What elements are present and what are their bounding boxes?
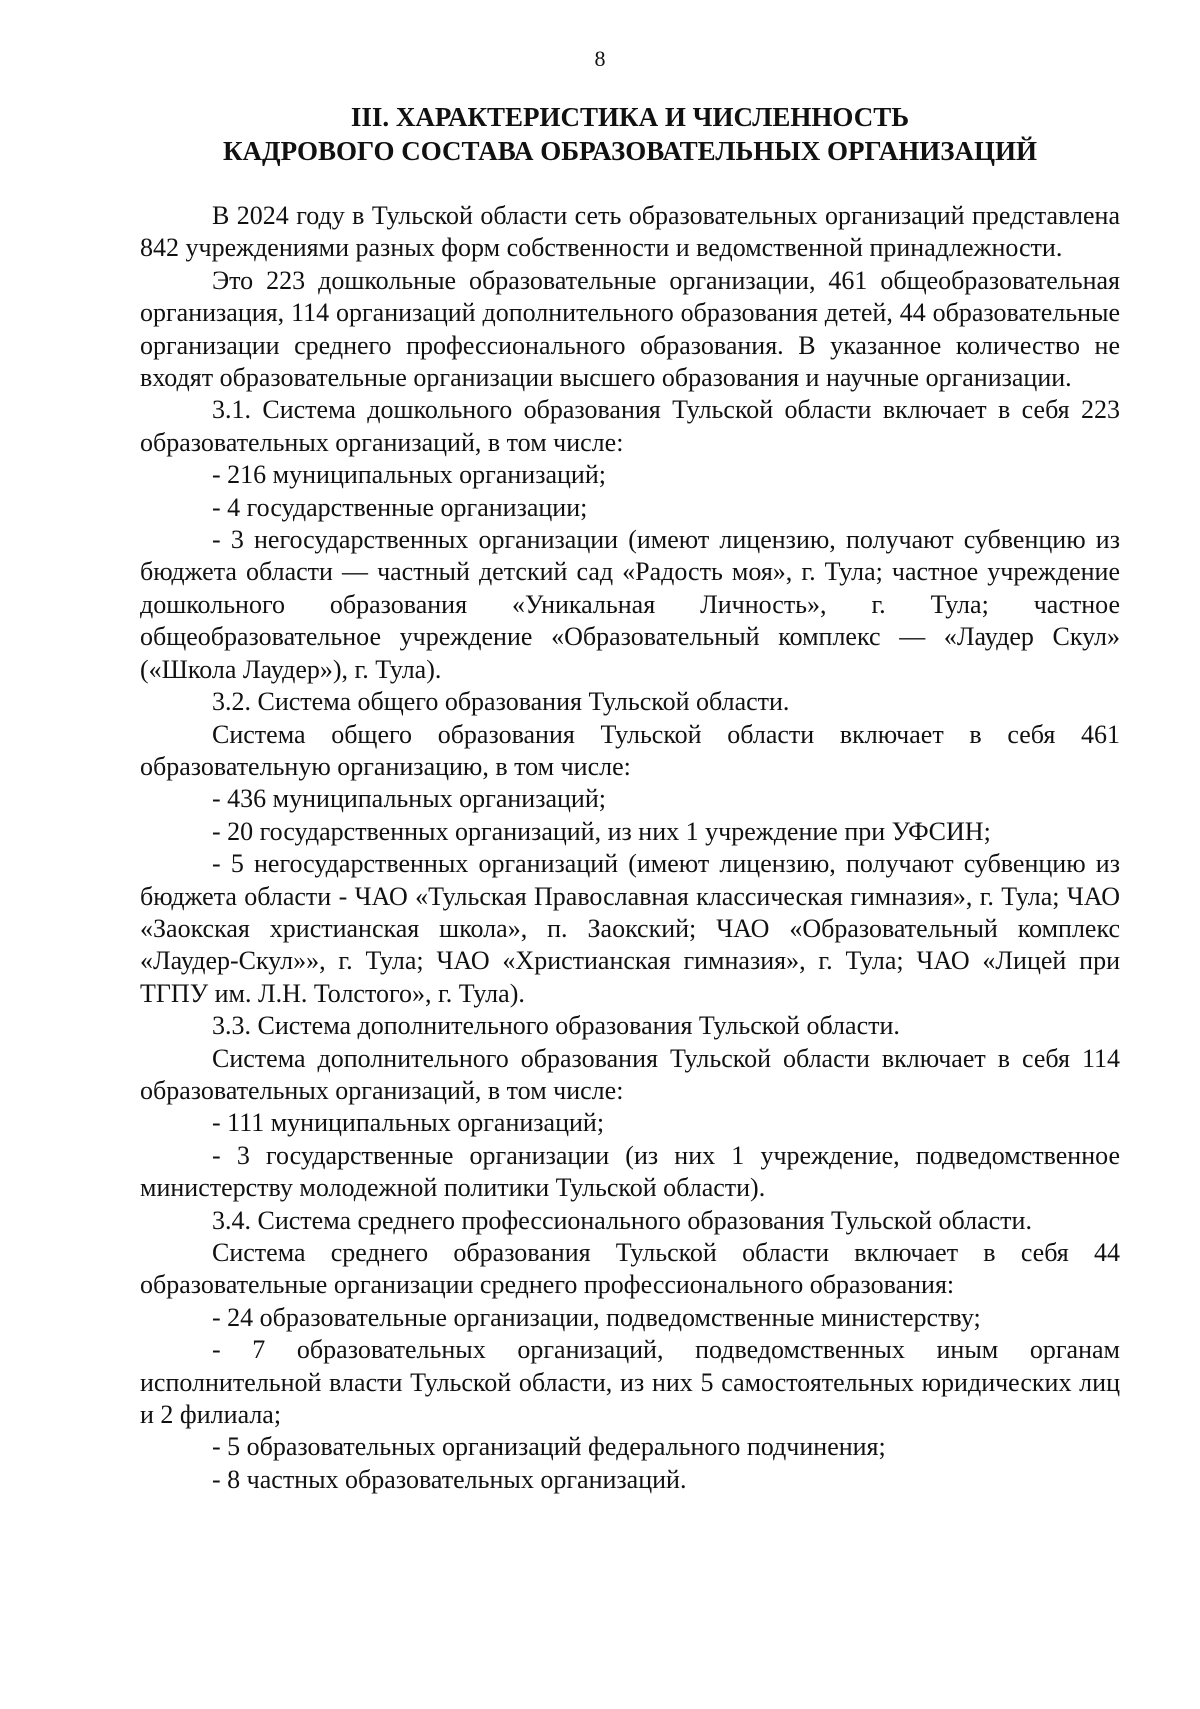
paragraph-general-education: Система общего образования Тульской области включает в себя 461 образовательную организацию, в том числе: [140,719,1120,781]
paragraph-preschool-heading: 3.1. Система дошкольного образования Тульской области включает в себя 223 образовательных организаций, в том числе: [140,395,1120,457]
document-body [140,200,1120,1496]
section-title-line-1: III. ХАРАКТЕРИСТИКА И ЧИСЛЕННОСТЬ [350,102,910,132]
list-item: - 3 негосударственных организации (имеют лицензию, получают субвенцию из бюджета области — частный детский сад «Радость моя», г. Тула; частное учреждение дошкольного образования «Уникальная Личность», г. Тула; частное общеобразовательное учреждение «Образовательный комплекс — «Лаудер Скул» («Школа Лаудер»), г. Тула). [140,525,1120,684]
list-item: - 3 государственные организации (из них 1 учреждение, подведомственное министерству молодежной политики Тульской области). [140,1140,1120,1203]
paragraph-additional-education: Система дополнительного образования Тульской области включает в себя 114 образовательных организаций, в том числе: [140,1043,1120,1105]
paragraph-vocational-education: Система среднего образования Тульской области включает в себя 44 образовательные организации среднего профессионального образования: [140,1238,1120,1300]
list-item: - 216 муниципальных организаций; [212,460,606,490]
section-title-line-2: КАДРОВОГО СОСТАВА ОБРАЗОВАТЕЛЬНЫХ ОРГАНИЗАЦИЙ [222,136,1038,166]
paragraph-network-overview: В 2024 году в Тульской области сеть образовательных организаций представлена 842 учреждениями разных форм собственности и ведомственной принадлежности. [140,201,1120,263]
subsection-heading-vocational: 3.4. Система среднего профессионального образования Тульской области. [212,1205,1032,1235]
subsection-heading-additional: 3.3. Система дополнительного образования Тульской области. [212,1011,900,1041]
page-number: 8 [594,46,606,71]
list-item: - 20 государственных организаций, из них 1 учреждение при УФСИН; [212,816,991,846]
list-item: - 5 образовательных организаций федерального подчинения; [212,1432,886,1462]
list-item: - 111 муниципальных организаций; [212,1108,605,1138]
paragraph-organization-counts: Это 223 дошкольные образовательные организации, 461 общеобразовательная организация, 114 организаций дополнительного образования детей, 44 образовательные организации среднего профессионального образования. В указанное количество не входят образовательные организации высшего образования и научные организации. [140,265,1120,393]
list-item: - 436 муниципальных организаций; [212,784,606,814]
section-title [140,100,1120,168]
subsection-heading-general: 3.2. Система общего образования Тульской области. [212,687,790,717]
list-item: - 8 частных образовательных организаций. [212,1464,687,1494]
list-item: - 7 образовательных организаций, подведомственных иным органам исполнительной власти Тульской области, из них 5 самостоятельных юридических лиц и 2 филиала; [140,1335,1120,1430]
list-item: - 4 государственные организации; [212,492,588,522]
list-item: - 5 негосударственных организаций (имеют лицензию, получают субвенцию из бюджета области - ЧАО «Тульская Православная классическая гимназия», г. Тула; ЧАО «Заокская христианская школа», п. Заокский; ЧАО «Образовательный комплекс «Лаудер-Скул»», г. Тула; ЧАО «Христианская гимназия», г. Тула; ЧАО «Лицей при ТГПУ им. Л.Н. Толстого», г. Тула). [140,849,1120,1008]
list-item: - 24 образовательные организации, подведомственные министерству; [212,1302,981,1332]
